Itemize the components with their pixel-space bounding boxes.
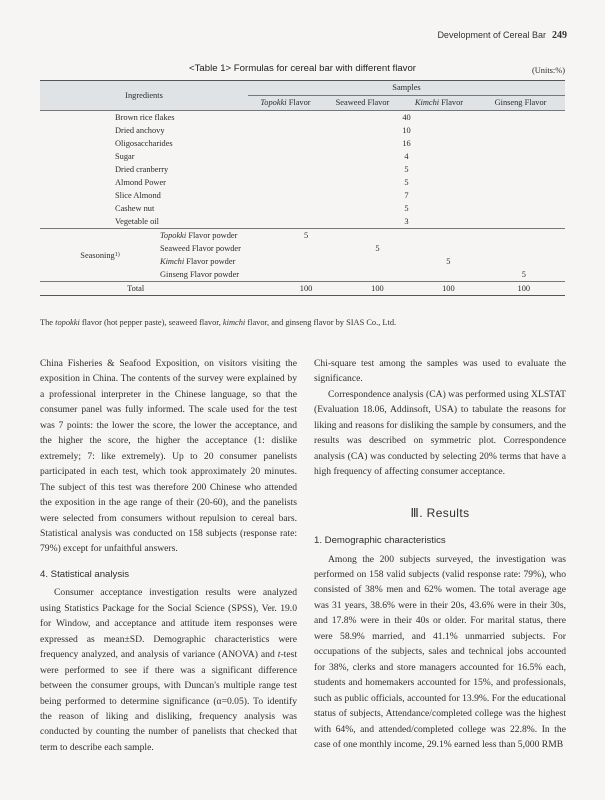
- seasoning-value: 5: [375, 244, 380, 253]
- ingredients-header: Ingredients: [40, 81, 248, 111]
- running-header: [437, 30, 567, 41]
- total-label: Total: [40, 282, 271, 296]
- seasoning-item: Ginseng Flavor powder: [160, 270, 240, 279]
- seasoning-item: Seaweed Flavor powder: [160, 244, 241, 253]
- col-header-ginseng: Ginseng Flavor: [476, 96, 565, 111]
- section-heading: 1. Demographic characteristics: [314, 535, 446, 547]
- total-value: 100: [483, 282, 565, 296]
- table-row: [40, 150, 565, 163]
- seasoning-value: 5: [521, 270, 526, 279]
- ingredient-name: Brown rice flakes: [40, 111, 248, 125]
- table-note: The topokki flavor (hot pepper paste), seaweed flavor, kimchi flavor, and ginseng flavor by SIAS Co., Ltd.: [40, 318, 397, 327]
- ingredient-value: 10: [402, 126, 411, 135]
- table-row: [40, 124, 565, 137]
- table-row: [40, 215, 565, 228]
- ingredient-name: Sugar: [115, 152, 135, 161]
- running-title: Development of Cereal Bar: [437, 30, 546, 40]
- seasoning-label-cell: [40, 229, 271, 282]
- seasoning-item: Kimchi Flavor powder: [160, 257, 236, 266]
- section-heading: 4. Statistical analysis: [40, 568, 130, 580]
- ingredient-value: 40: [248, 111, 565, 125]
- results-heading: Ⅲ. Results: [410, 505, 470, 520]
- table-caption: <Table 1> Formulas for cereal bar with different flavor: [189, 63, 416, 74]
- seasoning-item: Topokki Flavor powder: [160, 231, 238, 240]
- seasoning-table: [40, 228, 565, 295]
- table-row: [40, 163, 565, 176]
- ingredient-value: 3: [404, 217, 409, 226]
- paragraph: Among the 200 subjects surveyed, the investigation was performed on 158 valid subjects (valid response rate: 79%), who consisted of 38% men and 62% women. The total average age was 31 years, 38.6% were in their 20s, 43.6% were in their 30s, and 17.8% were in their 40s or older. For marital status, there were 58.9% married, and 41.1% unmarried subjects. For occupations of the subjects, sales and technical jobs accounted for 38%, clerks and store managers accounted for 16.5% each, students and homemakers accounted for 15%, and professionals, such as public officials, accounted for 13.9%. For the educational status of subjects, Attendance/completed college was the highest with 64%, and attended/completed college was 22.8%. In the case of one monthly income, 29.1% earned less than 5,000 RMB: [314, 553, 566, 750]
- ingredient-name: Almond Power: [115, 178, 166, 187]
- formula-table: [40, 80, 565, 296]
- table-row: [40, 189, 565, 202]
- table-units: (Units:%): [531, 66, 565, 75]
- total-value: 100: [341, 282, 414, 296]
- total-value: 100: [414, 282, 483, 296]
- table-row: [40, 202, 565, 215]
- paragraph: Correspondence analysis (CA) was performed using XLSTAT (Evaluation 18.06, Addinsoft, USA) to tabulate the reasons for liking and reasons for disliking the sample by consumers, and the results was described on symmetric plot. Correspondence analysis (CA) was conducted by selecting 20% terms that have a high frequency of affecting consumer acceptance.: [314, 388, 566, 478]
- col-header-seaweed: Seaweed Flavor: [323, 96, 402, 111]
- col-header-topokki: Topokki Flavor: [248, 96, 323, 111]
- col-header-kimchi: Kimchi Flavor: [402, 96, 476, 111]
- ingredient-value: 7: [404, 191, 409, 200]
- seasoning-value: 5: [271, 229, 341, 243]
- ingredient-value: 5: [404, 165, 409, 174]
- ingredient-name: Slice Almond: [115, 191, 161, 200]
- table-row: [40, 111, 565, 125]
- paragraph: Consumer acceptance investigation results were analyzed using Statistics Package for the Social Science (SPSS), Ver. 19.0 for Window, and acceptance and attitude item responses were expressed as mean±SD. Demographic characteristics were frequency analyzed, and analysis of variance (ANOVA) and t-test were performed to see if there was a significant difference between the consumer groups, with Duncan's multiple range test being performed to determine significance (α=0.05). To identify the reason of liking and disliking, frequency analysis was conducted by counting the number of panelists that checked that term to describe each sample.: [40, 587, 297, 753]
- seasoning-row: [40, 229, 565, 243]
- table-row: [40, 176, 565, 189]
- ingredient-name: Dried cranberry: [115, 165, 169, 174]
- left-column: [40, 356, 297, 755]
- total-row: [40, 282, 565, 296]
- ingredient-value: 5: [404, 178, 409, 187]
- table-row: [40, 137, 565, 150]
- ingredient-name: Cashew nut: [115, 204, 155, 213]
- right-column: [314, 356, 566, 752]
- ingredient-value: 5: [404, 204, 409, 213]
- samples-header: Samples: [248, 81, 565, 96]
- page-number: 249: [552, 30, 567, 41]
- paragraph: China Fisheries & Seafood Exposition, on visitors visiting the exposition in China. The contents of the survey were explained by a professional interpreter in the Chinese language, so that the consumer panel was fully informed. The scale used for the test was 7 points: the lower the score, the lower the acceptance, and the higher the score, the higher the acceptance (1: dislike extremely; 7: like extremely). Up to 20 consumer panelists participated in each test, which took approximately 20 minutes. The subject of this test was therefore 200 Chinese who attended the exposition in the age range of their (20-60), and the panelists were selected from consumers without repulsion to cereal bars. Statistical analysis was conducted on 158 subjects (response rate: 79%) except for unfaithful answers.: [40, 358, 297, 555]
- paragraph: Chi-square test among the samples was used to evaluate the significance.: [314, 358, 566, 385]
- ingredient-name: Dried anchovy: [115, 126, 165, 135]
- ingredient-value: 4: [404, 152, 409, 161]
- seasoning-value: 5: [446, 257, 451, 266]
- total-value: 100: [271, 282, 341, 296]
- ingredient-name: Oligosaccharides: [115, 139, 173, 148]
- ingredient-name: Vegetable oil: [115, 217, 159, 226]
- seasoning-label: Seasoning 1): [80, 250, 120, 260]
- ingredient-value: 16: [402, 139, 411, 148]
